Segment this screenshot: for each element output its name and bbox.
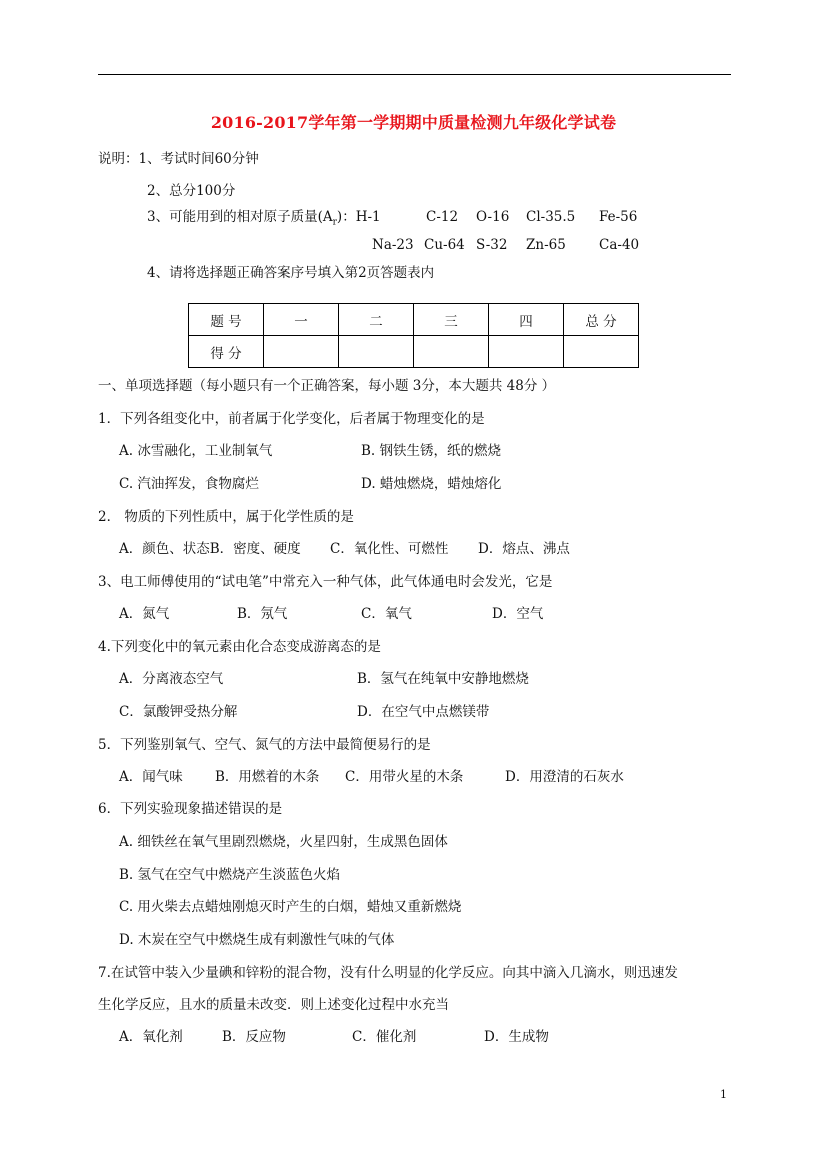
question-4-stem: 4.下列变化中的氧元素由化合态变成游离态的是 <box>98 639 381 655</box>
q2-option-c: C．氧化性、可燃性 <box>330 541 449 557</box>
q6-option-d: D. 木炭在空气中燃烧生成有刺激性气味的气体 <box>119 932 395 948</box>
mass-c: C-12 <box>426 209 459 225</box>
question-3-stem: 3、电工师傅使用的“试电笔”中常充入一种气体，此气体通电时会发光，它是 <box>98 574 553 590</box>
score-table <box>188 303 639 368</box>
score-header-cell: 一 <box>264 304 339 336</box>
q1-option-b: B. 钢铁生锈，纸的燃烧 <box>361 443 502 459</box>
question-7-stem-line1: 7.在试管中装入少量碘和锌粉的混合物，没有什么明显的化学反应。向其中滴入几滴水，则迅速发 <box>98 965 678 981</box>
q1-option-a: A. 冰雪融化，工业制氧气 <box>119 443 273 459</box>
header-rule <box>98 74 731 75</box>
q3-option-c: C．氧气 <box>361 606 412 622</box>
score-cell <box>489 336 564 368</box>
mass-na: Na-23 <box>372 237 414 253</box>
q5-option-b: B．用燃着的木条 <box>215 769 320 785</box>
q5-option-c: C．用带火星的木条 <box>345 769 464 785</box>
score-header-cell: 总 分 <box>564 304 639 336</box>
score-header-cell: 二 <box>339 304 414 336</box>
section-heading: 一、单项选择题（每小题只有一个正确答案，每小题 3分，本大题共 48分 ） <box>98 378 556 394</box>
q7-option-b: B．反应物 <box>222 1029 286 1045</box>
q3-option-a: A．氮气 <box>119 606 170 622</box>
instruction-1: 说明：1、考试时间60分钟 <box>98 151 259 167</box>
instruction-2: 2、总分100分 <box>147 183 236 199</box>
score-cell <box>564 336 639 368</box>
q1-option-c: C. 汽油挥发，食物腐烂 <box>119 476 259 492</box>
score-header-cell: 四 <box>489 304 564 336</box>
question-2-stem: 2． 物质的下列性质中，属于化学性质的是 <box>98 509 354 525</box>
instruction-3: 3、可能用到的相对原子质量$(A_r)$：H-1 <box>147 209 381 228</box>
mass-cl: Cl-35.5 <box>526 209 576 225</box>
exam-title: 2016-2017学年第一学期期中质量检测九年级化学试卷 <box>210 113 617 132</box>
score-header-cell: 三 <box>414 304 489 336</box>
page-number: 1 <box>720 1088 727 1101</box>
q7-option-c: C．催化剂 <box>352 1029 417 1045</box>
q7-option-d: D．生成物 <box>484 1029 549 1045</box>
q2-option-d: D．熔点、沸点 <box>478 541 570 557</box>
q4-option-a: A．分离液态空气 <box>119 671 224 687</box>
question-1-stem: 1．下列各组变化中，前者属于化学变化，后者属于物理变化的是 <box>98 411 485 427</box>
mass-ca: Ca-40 <box>599 237 640 253</box>
score-cell <box>264 336 339 368</box>
mass-s: S-32 <box>476 237 508 253</box>
q5-option-d: D．用澄清的石灰水 <box>505 769 624 785</box>
question-5-stem: 5．下列鉴别氧气、空气、氮气的方法中最简便易行的是 <box>98 737 431 753</box>
mass-zn: Zn-65 <box>526 237 566 253</box>
q2-option-ab: A．颜色、状态B．密度、硬度 <box>119 541 301 557</box>
q6-option-a: A. 细铁丝在氧气里剧烈燃烧，火星四射，生成黑色固体 <box>119 834 448 850</box>
q3-option-b: B．氖气 <box>237 606 288 622</box>
instruction-4: 4、请将选择题正确答案序号填入第2页答题表内 <box>147 265 435 281</box>
q1-option-d: D. 蜡烛燃烧，蜡烛熔化 <box>361 476 502 492</box>
q7-option-a: A．氧化剂 <box>119 1029 183 1045</box>
question-6-stem: 6．下列实验现象描述错误的是 <box>98 801 283 817</box>
question-7-stem-line2: 生化学反应，且水的质量未改变．则上述变化过程中水充当 <box>98 997 449 1013</box>
q4-option-b: B．氢气在纯氧中安静地燃烧 <box>357 671 529 687</box>
score-row-label: 得 分 <box>189 336 264 368</box>
q6-option-b: B. 氢气在空气中燃烧产生淡蓝色火焰 <box>119 867 341 883</box>
mass-o: O-16 <box>476 209 510 225</box>
q4-option-c: C．氯酸钾受热分解 <box>119 704 238 720</box>
score-cell <box>339 336 414 368</box>
q5-option-a: A．闻气味 <box>119 769 183 785</box>
score-header-cell: 题 号 <box>189 304 264 336</box>
q3-option-d: D．空气 <box>492 606 544 622</box>
q4-option-d: D．在空气中点燃镁带 <box>357 704 490 720</box>
q6-option-c: C. 用火柴去点蜡烛刚熄灭时产生的白烟，蜡烛又重新燃烧 <box>119 899 462 915</box>
mass-cu: Cu-64 <box>424 237 465 253</box>
mass-fe: Fe-56 <box>599 209 638 225</box>
score-cell <box>414 336 489 368</box>
